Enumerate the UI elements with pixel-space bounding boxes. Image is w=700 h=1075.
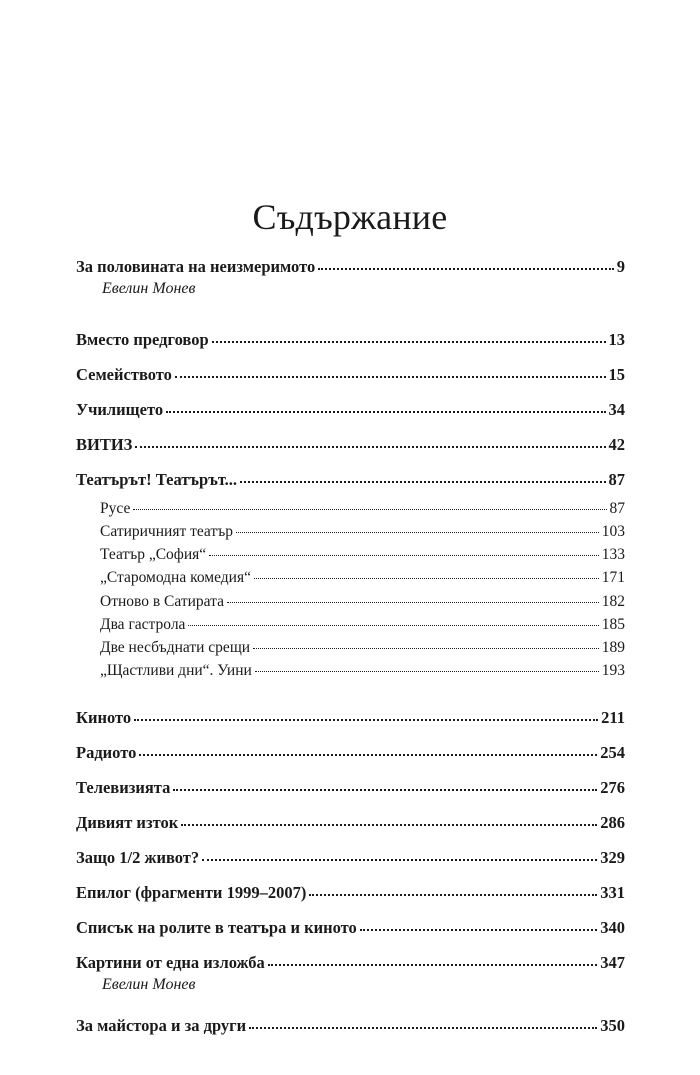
toc-subentry-page: 87 <box>609 499 625 517</box>
toc-entry[interactable] <box>76 398 625 420</box>
toc-entry[interactable] <box>76 255 625 277</box>
toc-subentry-title: Сатиричният театър <box>100 522 233 540</box>
toc-entry[interactable] <box>76 881 625 903</box>
toc-entry-title: Защо 1/2 живот? <box>76 847 200 867</box>
toc-entry-page: 211 <box>601 707 625 727</box>
toc-entry-title: Картини от една изложба <box>76 952 265 972</box>
toc-entry[interactable] <box>76 363 625 385</box>
toc-entry-page: 331 <box>600 882 625 902</box>
toc-subentry-title: Отново в Сатирата <box>100 592 224 610</box>
toc-entry-title: Телевизията <box>76 777 171 797</box>
dot-leader <box>181 809 597 826</box>
dot-leader <box>133 495 606 510</box>
toc-subentry[interactable] <box>100 660 625 680</box>
toc-entry[interactable] <box>76 468 625 490</box>
toc-entry-page: 350 <box>600 1015 625 1035</box>
dot-leader <box>188 611 598 626</box>
dot-leader <box>240 466 605 483</box>
toc-subentry[interactable] <box>100 521 625 541</box>
toc-entry[interactable] <box>76 1014 625 1036</box>
toc-entry-author: Евелин Монев <box>102 976 196 993</box>
toc-entry-title: Епилог (фрагменти 1999–2007) <box>76 882 307 902</box>
toc-entry-page: 347 <box>600 952 625 972</box>
toc-entry-title: За половината на неизмеримото <box>76 256 316 276</box>
toc-subentry-page: 103 <box>601 522 625 540</box>
dot-leader <box>139 739 597 756</box>
dot-leader <box>209 541 599 556</box>
toc-entry-page: 276 <box>600 777 625 797</box>
dot-leader <box>309 879 597 896</box>
toc-entry-author: Евелин Монев <box>102 280 196 297</box>
dot-leader <box>202 844 597 861</box>
toc-entry-page: 34 <box>608 399 625 419</box>
toc-entry-title: За майстора и за други <box>76 1015 247 1035</box>
toc-entry-page: 340 <box>600 917 625 937</box>
dot-leader <box>134 704 598 721</box>
dot-leader <box>166 396 605 413</box>
toc-entry-page: 329 <box>600 847 625 867</box>
toc-subentry-page: 185 <box>601 615 625 633</box>
dot-leader <box>227 588 599 603</box>
dot-leader <box>175 361 606 378</box>
toc-subentry-page: 133 <box>601 545 625 563</box>
toc-entry[interactable] <box>76 951 625 973</box>
toc-entry-title: Вместо предговор <box>76 329 209 349</box>
toc-subentry[interactable] <box>100 591 625 611</box>
toc-entry-title: Дивият изток <box>76 812 179 832</box>
dot-leader <box>268 949 597 966</box>
dot-leader <box>236 518 599 533</box>
toc-subentry-title: „Старомодна комедия“ <box>100 568 251 586</box>
toc-subentry[interactable] <box>100 544 625 564</box>
toc-entry-page: 254 <box>600 742 625 762</box>
toc-subentry[interactable] <box>100 614 625 634</box>
toc-entry[interactable] <box>76 776 625 798</box>
toc-subentry-title: Театър „София“ <box>100 545 207 563</box>
toc-entry-title: Списък на ролите в театъра и киното <box>76 917 357 937</box>
toc-entry-page: 15 <box>608 364 625 384</box>
toc-entry-page: 13 <box>608 329 625 349</box>
toc-entry[interactable] <box>76 433 625 455</box>
toc-entry[interactable] <box>76 916 625 938</box>
toc-subentry[interactable] <box>100 567 625 587</box>
toc-subentry[interactable] <box>100 498 625 518</box>
toc-entry-page: 286 <box>600 812 625 832</box>
toc-subentry-title: Две несбъднати срещи <box>100 638 251 656</box>
toc-entry-page: 87 <box>608 469 625 489</box>
toc-entry-title: Семейството <box>76 364 172 384</box>
dot-leader <box>254 564 599 579</box>
dot-leader <box>173 774 597 791</box>
toc-entry[interactable] <box>76 811 625 833</box>
toc-subentry-page: 193 <box>601 661 625 679</box>
toc-subentry-page: 182 <box>601 592 625 610</box>
toc-entry-title: Училището <box>76 399 164 419</box>
dot-leader <box>249 1012 597 1029</box>
toc-entry-title: Киното <box>76 707 132 727</box>
dot-leader <box>135 431 605 448</box>
toc-subentry-page: 189 <box>601 638 625 656</box>
toc-entry-page: 42 <box>608 434 625 454</box>
toc-entry-title: Радиото <box>76 742 137 762</box>
dot-leader <box>318 253 614 270</box>
toc-entry[interactable] <box>76 846 625 868</box>
toc-subentry-title: „Щастливи дни“. Уини <box>100 661 252 679</box>
toc-entry[interactable] <box>76 328 625 350</box>
toc-entry-title: Театърът! Театърът... <box>76 469 238 489</box>
page-title: Съдържание <box>252 197 448 238</box>
dot-leader <box>255 657 599 672</box>
toc-entry[interactable] <box>76 741 625 763</box>
toc-subentry-title: Русе <box>100 499 131 517</box>
dot-leader <box>212 326 606 343</box>
dot-leader <box>360 914 597 931</box>
toc-entry[interactable] <box>76 706 625 728</box>
dot-leader <box>253 634 599 649</box>
toc-subentry-page: 171 <box>601 568 625 586</box>
toc-entry-page: 9 <box>616 256 625 276</box>
toc-subentry-title: Два гастрола <box>100 615 186 633</box>
toc-subentry[interactable] <box>100 637 625 657</box>
toc-entry-title: ВИТИЗ <box>76 434 133 454</box>
